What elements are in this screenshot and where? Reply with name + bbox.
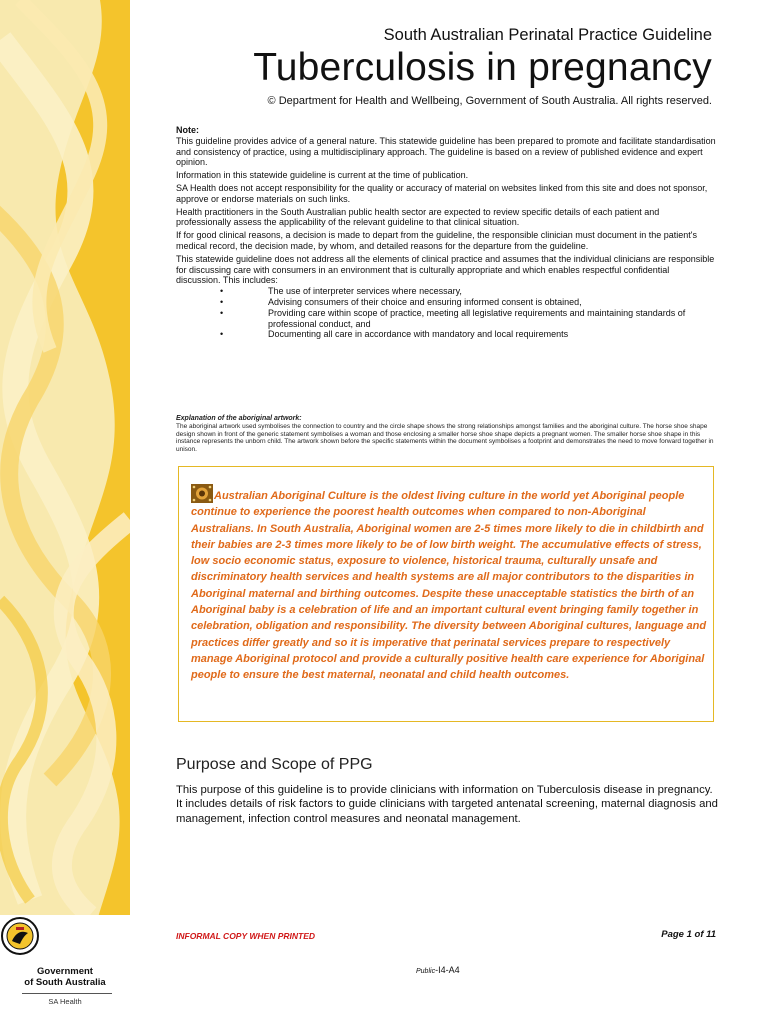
aboriginal-artwork-icon	[191, 484, 213, 503]
list-item: • Advising consumers of their choice and ensuring informed consent is obtained,	[220, 296, 582, 307]
note-paragraph: Information in this statewide guideline is current at the time of publication.	[176, 170, 469, 181]
note-paragraph: This guideline provides advice of a general nature. This statewide guideline has been prepared to promote and facilitate standardisation and consistency of practice, using a multidisciplinary approach. The guideline is based on a review of published evidence and expert opinion.	[176, 135, 716, 168]
logo-divider	[22, 993, 112, 994]
public-classification: Public-I4-A4	[416, 965, 460, 975]
logo-government-text: Government of South Australia	[24, 966, 106, 988]
sa-government-logo	[0, 915, 130, 1024]
purpose-body: This purpose of this guideline is to provide clinicians with information on Tuberculosis disease in pregnancy. It includes details of risk factors to guide clinicians with targeted antenatal screening, maternal diagnosis and management, infection control measures and neonatal management.	[176, 784, 718, 825]
guideline-subtitle: South Australian Perinatal Practice Guideline	[383, 26, 712, 44]
note-paragraph: SA Health does not accept responsibility for the quality or accuracy of material on websites linked from this site and does not sponsor, approve or endorse materials on such links.	[176, 182, 708, 204]
note-paragraph: This statewide guideline does not address all the elements of clinical practice and assumes that the individual clinicians are responsible for discussing care with consumers in an environment that is culturally appropriate and which enables respectful confidential discussion. This includes:	[176, 253, 715, 286]
sidebar-artwork	[0, 0, 130, 1024]
list-item: • Documenting all care in accordance with mandatory and local requirements	[220, 329, 569, 340]
sa-crest-icon	[0, 915, 40, 957]
artwork-text: The aboriginal artwork used symbolises the connection to country and the circle shape shows the strong relationships amongst families and the aboriginal culture. The horse shoe shape design shown in front of the generic statement symbolises a woman and those enclosing a smaller horse shoe shape depicts a pregnant women. The smaller horse shoe shape in this instance represents the unborn child. The artwork shown before the specific statements within the document symbolises a footprint and demonstrates the need to move forward together in unison.	[176, 422, 714, 454]
purpose-heading: Purpose and Scope of PPG	[176, 756, 373, 773]
list-item: • The use of interpreter services where necessary,	[220, 286, 462, 297]
bullet-icon: •	[220, 329, 224, 340]
bullet-icon: •	[220, 307, 224, 318]
note-bullet-list	[176, 286, 716, 340]
copyright-notice: © Department for Health and Wellbeing, Government of South Australia. All rights reserved.	[267, 95, 712, 107]
page-number: Page 1 of 11	[661, 929, 716, 940]
note-paragraph: If for good clinical reasons, a decision is made to depart from the guideline, the responsible clinician must document in the patient's medical record, the decision made, by whom, and detailed reasons for the departure from the guideline.	[176, 230, 698, 251]
artwork-explanation	[176, 415, 716, 454]
logo-sa-health: SA Health	[48, 997, 82, 1006]
page-title: Tuberculosis in pregnancy	[253, 46, 712, 89]
artwork-heading: Explanation of the aboriginal artwork:	[176, 415, 302, 422]
list-item: • Providing care within scope of practice, meeting all legislative requirements and maintaining standards of professional conduct, and	[220, 307, 686, 329]
informal-copy-notice: INFORMAL COPY WHEN PRINTED	[176, 931, 315, 941]
aboriginal-statement: Australian Aboriginal Culture is the oldest living culture in the world yet Aboriginal people continue to experience the poorest health outcomes when compared to non-Aboriginal Australians. In South Australia, Aboriginal women are 2-5 times more likely to die in childbirth and their babies are 2-3 times more likely to be of low birth weight. The accumulative effects of stress, low socio economic status, exposure to violence, historical trauma, culturally unsafe and discriminatory health services and health systems are all major contributors to the disparities in Aboriginal maternal and birthing outcomes. Despite these unacceptable statistics the birth of an Aboriginal baby is a celebration of life and an important cultural event bringing family together in celebration, obligation and responsibility. The diversity between Aboriginal cultures, language and practices differ greatly and so it is imperative that perinatal services prepare to respectively manage Aboriginal protocol and provide a culturally positive health care experience for Aboriginal people to ensure the best maternal, neonatal and child health outcomes.	[191, 484, 707, 684]
note-section	[176, 125, 716, 340]
aboriginal-statement-box	[178, 466, 714, 722]
sidebar-wave-pattern	[0, 0, 130, 1024]
note-paragraph: Health practitioners in the South Australian public health sector are expected to review specific details of each patient and professionally assess the applicability of the relevant guideline to that clinical situation.	[176, 206, 660, 228]
bullet-icon: •	[220, 296, 224, 307]
bullet-icon: •	[220, 286, 224, 297]
note-heading: Note:	[176, 125, 199, 135]
